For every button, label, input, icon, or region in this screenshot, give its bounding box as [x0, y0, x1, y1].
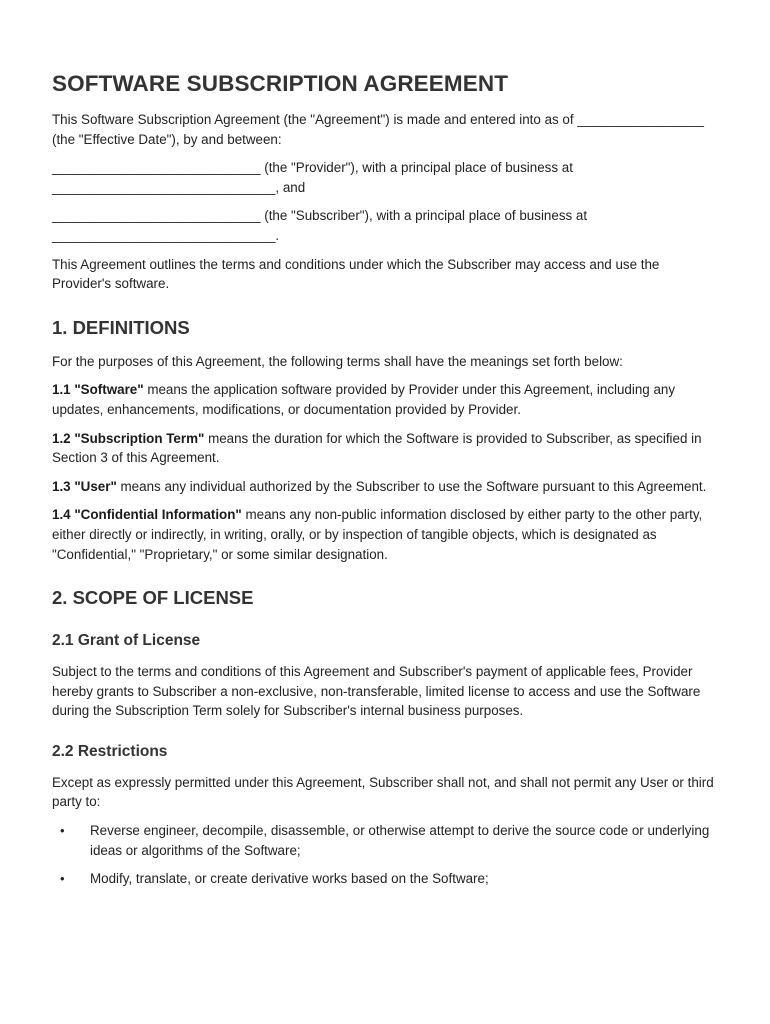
grant-of-license-text: Subject to the terms and conditions of this Agreement and Subscriber's payment of applicable fees, Provider hereby grants to Subscriber a non-exclusive, non-transferable, limited license to access and use the Software during the Subscription Term solely for Subscriber's internal business purposes.: [52, 664, 701, 719]
definition-term: 1.1 "Software": [52, 382, 144, 398]
subscriber-party-paragraph: ____________________________ (the "Subscriber"), with a principal place of business at ______________________________.: [52, 208, 588, 243]
definition-text: means the application software provided by Provider under this Agreement, including any updates, enhancements, modifications, or documentation provided by Provider.: [52, 382, 676, 417]
definition-text: means the duration for which the Software is provided to Subscriber, as specified in Section 3 of this Agreement.: [52, 430, 702, 466]
definition-text: means any individual authorized by the Subscriber to use the Software pursuant to this Agreement.: [116, 478, 707, 494]
definition-user: [52, 477, 722, 497]
definition-confidential-information: [52, 505, 722, 564]
definition-subscription-term: [52, 429, 722, 468]
list-item: [52, 869, 722, 889]
document-page: [52, 70, 722, 898]
bullet-icon: •: [60, 871, 65, 887]
definitions-heading: 1. DEFINITIONS: [52, 316, 190, 338]
restrictions-heading: 2.2 Restrictions: [52, 742, 168, 760]
definition-text: means any non-public information disclosed by either party to the other party, either directly or indirectly, in writing, orally, or by inspection of tangible objects, which is designated as "Confidential," "Proprietary," or some similar designation.: [52, 507, 703, 562]
list-item: [52, 821, 722, 860]
definition-software: [52, 380, 722, 419]
bullet-icon: •: [60, 823, 65, 839]
definitions-lead: For the purposes of this Agreement, the following terms shall have the meanings set forth below:: [52, 353, 623, 369]
document-title: SOFTWARE SUBSCRIPTION AGREEMENT: [52, 71, 509, 96]
intro-paragraph: This Software Subscription Agreement (the "Agreement") is made and entered into as of _________________ (the "Effective Date"), by and between:: [52, 112, 704, 147]
list-item-text: Modify, translate, or create derivative works based on the Software;: [90, 871, 489, 887]
provider-party-paragraph: ____________________________ (the "Provider"), with a principal place of business at ______________________________, and: [52, 160, 573, 195]
definition-term: 1.2 "Subscription Term": [52, 430, 205, 446]
restrictions-lead: Except as expressly permitted under this Agreement, Subscriber shall not, and shall not permit any User or third party to:: [52, 774, 714, 810]
outline-paragraph: This Agreement outlines the terms and conditions under which the Subscriber may access and use the Provider's software.: [52, 256, 660, 292]
definition-term: 1.3 "User": [52, 478, 117, 494]
grant-of-license-heading: 2.1 Grant of License: [52, 632, 201, 650]
definition-term: 1.4 "Confidential Information": [52, 507, 242, 523]
scope-heading: 2. SCOPE OF LICENSE: [52, 587, 254, 609]
restrictions-list: [52, 821, 722, 889]
list-item-text: Reverse engineer, decompile, disassemble, or otherwise attempt to derive the source code or underlying ideas or algorithms of the Software;: [90, 823, 710, 858]
